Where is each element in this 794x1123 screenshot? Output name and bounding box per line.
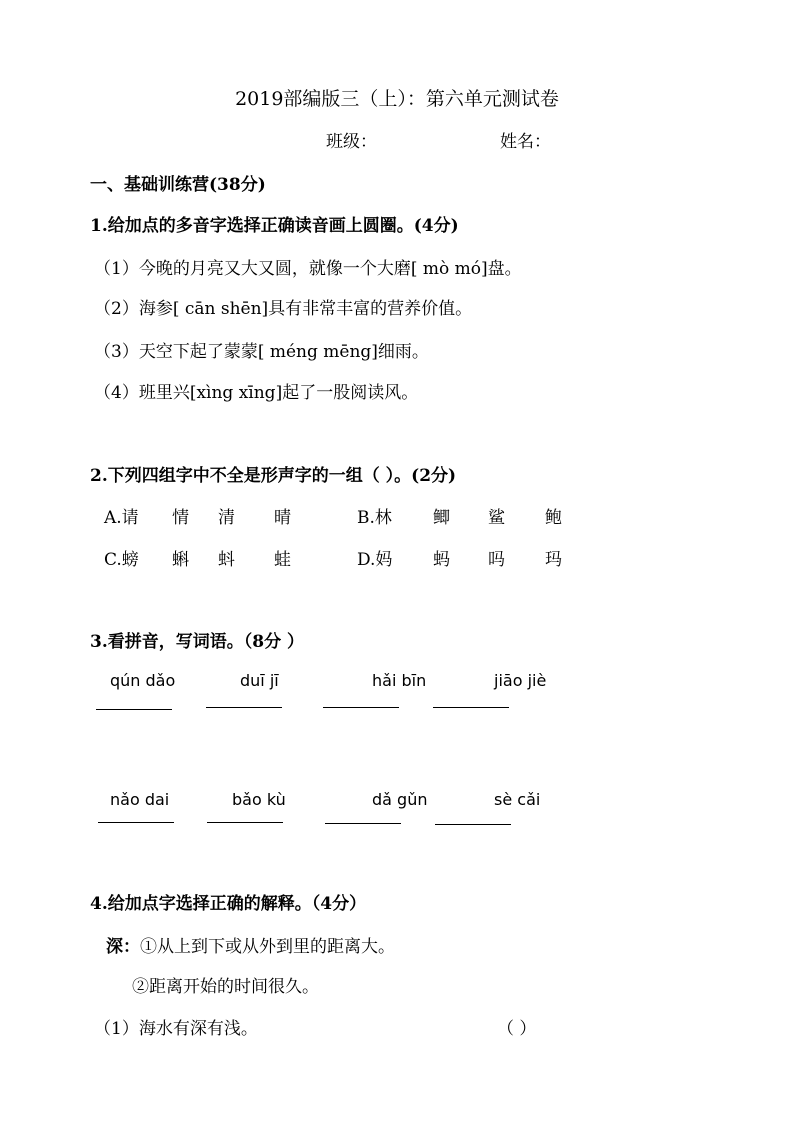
pinyin-prompt: hǎi bīn: [372, 671, 427, 690]
option-d-char-1: D.妈: [357, 550, 393, 570]
question-1-item: （3）天空下起了蒙蒙[ méng mēng]细雨。: [94, 342, 429, 362]
question-4-heading: 4.给加点字选择正确的解释。（4分）: [90, 894, 367, 914]
option-b-char-4: 鲍: [545, 508, 562, 528]
option-c-char-2: 蝌: [172, 550, 189, 570]
answer-line[interactable]: [435, 824, 511, 825]
option-c-char-4: 蛙: [274, 550, 291, 570]
answer-line[interactable]: [206, 707, 282, 708]
option-a-char-1: A.请: [104, 508, 139, 528]
definition-2: ②距离开始的时间很久。: [132, 977, 319, 997]
question-1-item: （1）今晚的月亮又大又圆，就像一个大磨[ mò mó]盘。: [94, 259, 522, 279]
answer-line[interactable]: [96, 709, 172, 710]
pinyin-prompt: nǎo dai: [110, 790, 170, 809]
pinyin-prompt: dǎ gǔn: [372, 790, 428, 809]
pinyin-prompt: duī jī: [240, 671, 279, 690]
option-a-char-2: 情: [172, 508, 189, 528]
answer-line[interactable]: [98, 822, 174, 823]
option-d-char-4: 玛: [545, 550, 562, 570]
definition-label: [106, 932, 395, 957]
option-b-char-3: 鲨: [488, 508, 505, 528]
question-1-item: （4）班里兴[xìng xīng]起了一股阅读风。: [94, 383, 419, 403]
option-d-char-3: 吗: [488, 550, 505, 570]
option-b-char-2: 鲫: [433, 508, 450, 528]
section-1-heading: 一、基础训练营(38分): [90, 175, 266, 195]
answer-line[interactable]: [323, 707, 399, 708]
option-d-char-2: 蚂: [433, 550, 450, 570]
class-label: 班级：: [326, 132, 377, 152]
pinyin-prompt: qún dǎo: [110, 671, 176, 690]
question-1-item: （2）海参[ cān shēn]具有非常丰富的营养价值。: [94, 299, 473, 319]
option-c-char-3: 蚪: [218, 550, 235, 570]
question-1-heading: 1.给加点的多音字选择正确读音画上圆圈。(4分): [90, 216, 459, 236]
option-a-char-3: 清: [218, 508, 235, 528]
pinyin-prompt: sè cǎi: [494, 790, 541, 809]
answer-line[interactable]: [325, 823, 401, 824]
answer-line[interactable]: [207, 822, 283, 823]
option-b-char-1: B.林: [357, 508, 392, 528]
pinyin-prompt: jiāo jiè: [494, 671, 547, 690]
pinyin-prompt: bǎo kù: [232, 790, 286, 809]
page-title: 2019部编版三（上）：第六单元测试卷: [235, 88, 559, 110]
answer-parenthesis[interactable]: （ ）: [497, 1019, 537, 1039]
option-a-char-4: 晴: [274, 508, 291, 528]
definition-1: ①从上到下或从外到里的距离大。: [140, 937, 395, 957]
option-c-char-1: C.螃: [104, 550, 139, 570]
definition-char-label: 深：: [106, 937, 140, 957]
question-2-heading: 2.下列四组字中不全是形声字的一组（ ）。(2分): [90, 466, 457, 486]
question-4-item: （1）海水有深有浅。: [94, 1019, 258, 1039]
answer-line[interactable]: [433, 707, 509, 708]
name-label: 姓名：: [500, 132, 551, 152]
question-3-heading: 3.看拼音，写词语。（8分 ）: [90, 632, 304, 652]
